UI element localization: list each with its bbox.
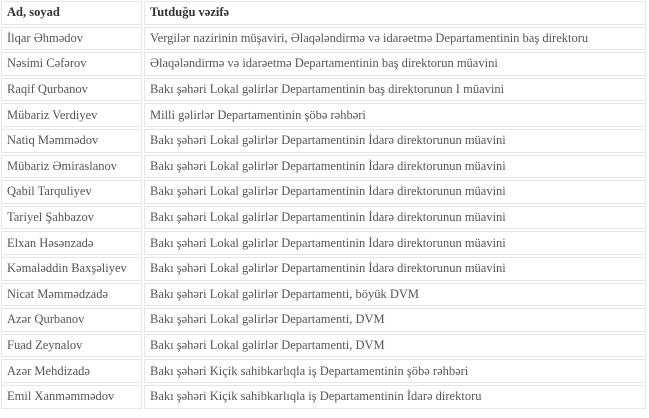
name-cell: Azər Qurbanov <box>1 308 142 332</box>
name-cell: Mübariz Əmiraslanov <box>1 155 142 179</box>
table-row <box>1 257 646 281</box>
position-cell: Bakı şəhəri Lokal gəlirlər Departamentinin İdarə direktorunun müavini <box>144 206 646 230</box>
position-cell: Vergilər nazirinin müşaviri, Əlaqələndirmə və idarəetmə Departamentinin baş direktoru <box>144 27 646 51</box>
position-cell: Əlaqələndirmə və idarəetmə Departamentinin baş direktorun müavini <box>144 52 646 76</box>
table-row <box>1 52 646 76</box>
table-row <box>1 78 646 102</box>
name-cell: Tariyel Şahbazov <box>1 206 142 230</box>
table-row <box>1 129 646 153</box>
position-cell: Milli gəlirlər Departamentinin şöbə rəhbəri <box>144 103 646 127</box>
position-cell: Bakı şəhəri Lokal gəlirlər Departamenti, DVM <box>144 334 646 358</box>
table-row <box>1 334 646 358</box>
position-cell: Bakı şəhəri Lokal gəlirlər Departamentinin İdarə direktorunun müavini <box>144 129 646 153</box>
position-cell: Bakı şəhəri Lokal gəlirlər Departamentinin İdarə direktorunun müavini <box>144 155 646 179</box>
name-cell: Kəmaləddin Baxşəliyev <box>1 257 142 281</box>
position-cell: Bakı şəhəri Lokal gəlirlər Departamenti, DVM <box>144 308 646 332</box>
table-row <box>1 385 646 409</box>
table-row <box>1 27 646 51</box>
name-cell: Mübariz Verdiyev <box>1 103 142 127</box>
table-body <box>1 27 646 409</box>
table-row <box>1 206 646 230</box>
name-cell: Nicat Məmmədzadə <box>1 283 142 307</box>
name-cell: Qabil Tarquliyev <box>1 180 142 204</box>
table-row <box>1 231 646 255</box>
name-cell: Emil Xanməmmədov <box>1 385 142 409</box>
name-cell: Nəsimi Cəfərov <box>1 52 142 76</box>
name-cell: Raqif Qurbanov <box>1 78 142 102</box>
name-cell: Azər Mehdizadə <box>1 359 142 383</box>
table-row <box>1 308 646 332</box>
position-cell: Bakı şəhəri Kiçik sahibkarlıqla iş Departamentinin İdarə direktoru <box>144 385 646 409</box>
table-header-row <box>1 1 646 25</box>
position-cell: Bakı şəhəri Lokal gəlirlər Departamentinin İdarə direktorunun müavini <box>144 231 646 255</box>
name-cell: Natiq Məmmədov <box>1 129 142 153</box>
table-row <box>1 155 646 179</box>
name-cell: İlqar Əhmədov <box>1 27 142 51</box>
table-row <box>1 180 646 204</box>
position-cell: Bakı şəhəri Kiçik sahibkarlıqla iş Departamentinin şöbə rəhbəri <box>144 359 646 383</box>
name-cell: Elxan Həsənzadə <box>1 231 142 255</box>
position-cell: Bakı şəhəri Lokal gəlirlər Departamenti, böyük DVM <box>144 283 646 307</box>
table-row <box>1 283 646 307</box>
position-cell: Bakı şəhəri Lokal gəlirlər Departamentinin İdarə direktorunun müavini <box>144 180 646 204</box>
header-position: Tutduğu vəzifə <box>144 1 646 25</box>
table-row <box>1 359 646 383</box>
position-cell: Bakı şəhəri Lokal gəlirlər Departamentinin İdarə direktorunun müavini <box>144 257 646 281</box>
name-cell: Fuad Zeynalov <box>1 334 142 358</box>
position-cell: Bakı şəhəri Lokal gəlirlər Departamentinin baş direktorunun I müavini <box>144 78 646 102</box>
header-name: Ad, soyad <box>1 1 142 25</box>
table-row <box>1 103 646 127</box>
